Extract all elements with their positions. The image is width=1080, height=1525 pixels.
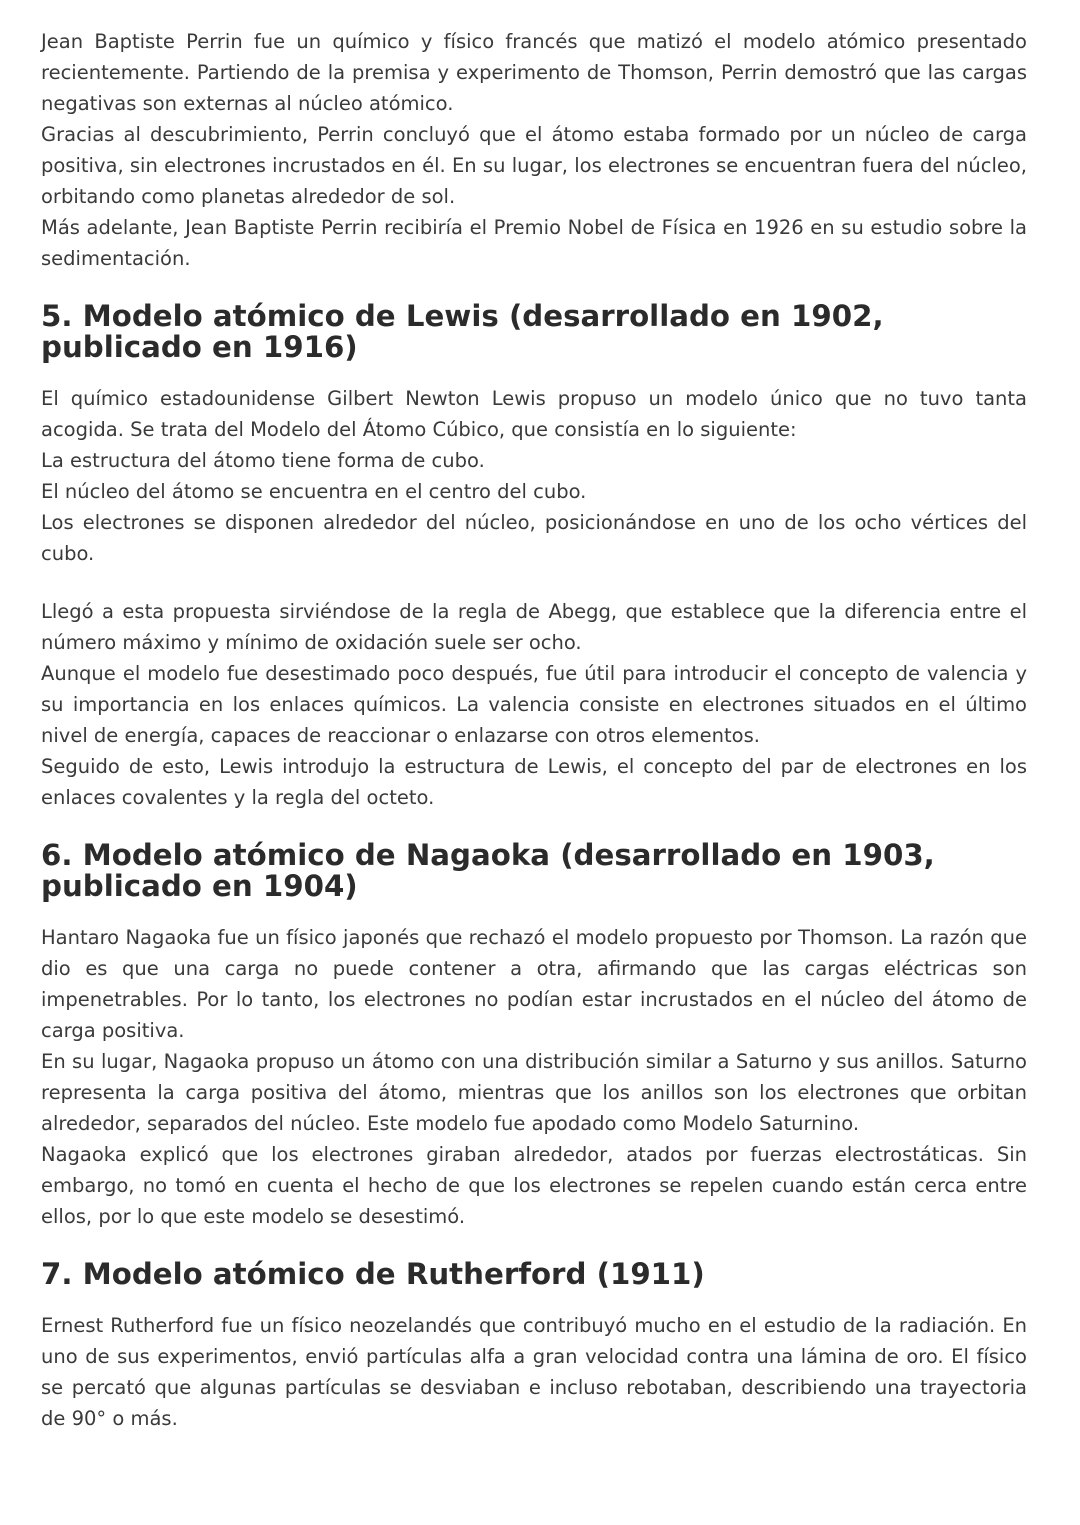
perrin-paragraph-1: Jean Baptiste Perrin fue un químico y físico francés que matizó el modelo atómico presentado recientemente. Partiendo de la premisa y experimento de Thomson, Perrin demostró que las cargas negativas son externas al núcleo atómico.: [41, 30, 1027, 115]
lewis-paragraph-1: El químico estadounidense Gilbert Newton Lewis propuso un modelo único que no tuvo tanta acogida. Se trata del Modelo del Átomo Cúbico, que consistía en lo siguiente:: [41, 387, 1027, 441]
spacer: [41, 363, 1027, 383]
spacer: [41, 902, 1027, 922]
rutherford-heading: 7. Modelo atómico de Rutherford (1911): [41, 1257, 705, 1291]
nagaoka-heading: 6. Modelo atómico de Nagaoka (desarrollado en 1903, publicado en 1904): [41, 838, 935, 903]
lewis-paragraph-2: La estructura del átomo tiene forma de cubo.: [41, 449, 485, 472]
perrin-paragraph-3: Más adelante, Jean Baptiste Perrin recibiría el Premio Nobel de Física en 1926 en su estudio sobre la sedimentación.: [41, 216, 1027, 270]
document-page: [41, 26, 1027, 1434]
spacer: [41, 1290, 1027, 1310]
perrin-paragraph-2: Gracias al descubrimiento, Perrin concluyó que el átomo estaba formado por un núcleo de carga positiva, sin electrones incrustados en él. En su lugar, los electrones se encuentran fuera del núcleo, orbitando como planetas alrededor de sol.: [41, 123, 1027, 208]
rutherford-paragraph-1: Ernest Rutherford fue un físico neozelandés que contribuyó mucho en el estudio de la radiación. En uno de sus experimentos, envió partículas alfa a gran velocidad contra una lámina de oro. El físico se percató que algunas partículas se desviaban e incluso rebotaban, describiendo una trayectoria de 90° o más.: [41, 1314, 1027, 1430]
nagaoka-paragraph-1: Hantaro Nagaoka fue un físico japonés que rechazó el modelo propuesto por Thomson. La razón que dio es que una carga no puede contener a otra, afirmando que las cargas eléctricas son impenetrables. Por lo tanto, los electrones no podían estar incrustados en el núcleo del átomo de carga positiva.: [41, 926, 1027, 1042]
lewis-paragraph-5: Llegó a esta propuesta sirviéndose de la regla de Abegg, que establece que la diferencia entre el número máximo y mínimo de oxidación suele ser ocho.: [41, 600, 1027, 654]
spacer: [41, 274, 1027, 301]
lewis-heading: 5. Modelo atómico de Lewis (desarrollado en 1902, publicado en 1916): [41, 299, 884, 364]
lewis-paragraph-7: Seguido de esto, Lewis introdujo la estructura de Lewis, el concepto del par de electrones en los enlaces covalentes y la regla del octeto.: [41, 755, 1027, 809]
nagaoka-paragraph-3: Nagaoka explicó que los electrones giraban alrededor, atados por fuerzas electrostáticas. Sin embargo, no tomó en cuenta el hecho de que los electrones se repelen cuando están cerca entre ellos, por lo que este modelo se desestimó.: [41, 1143, 1027, 1228]
lewis-paragraph-3: El núcleo del átomo se encuentra en el centro del cubo.: [41, 480, 587, 503]
nagaoka-paragraph-2: En su lugar, Nagaoka propuso un átomo con una distribución similar a Saturno y sus anillos. Saturno representa la carga positiva del átomo, mientras que los anillos son los electrones que orbitan alrededor, separados del núcleo. Este modelo fue apodado como Modelo Saturnino.: [41, 1050, 1027, 1135]
lewis-paragraph-6: Aunque el modelo fue desestimado poco después, fue útil para introducir el concepto de valencia y su importancia en los enlaces químicos. La valencia consiste en electrones situados en el último nivel de energía, capaces de reaccionar o enlazarse con otros elementos.: [41, 662, 1027, 747]
spacer: [41, 1232, 1027, 1259]
spacer: [41, 813, 1027, 840]
lewis-paragraph-4: Los electrones se disponen alrededor del núcleo, posicionándose en uno de los ocho vértices del cubo.: [41, 511, 1027, 565]
spacer: [41, 569, 1027, 596]
